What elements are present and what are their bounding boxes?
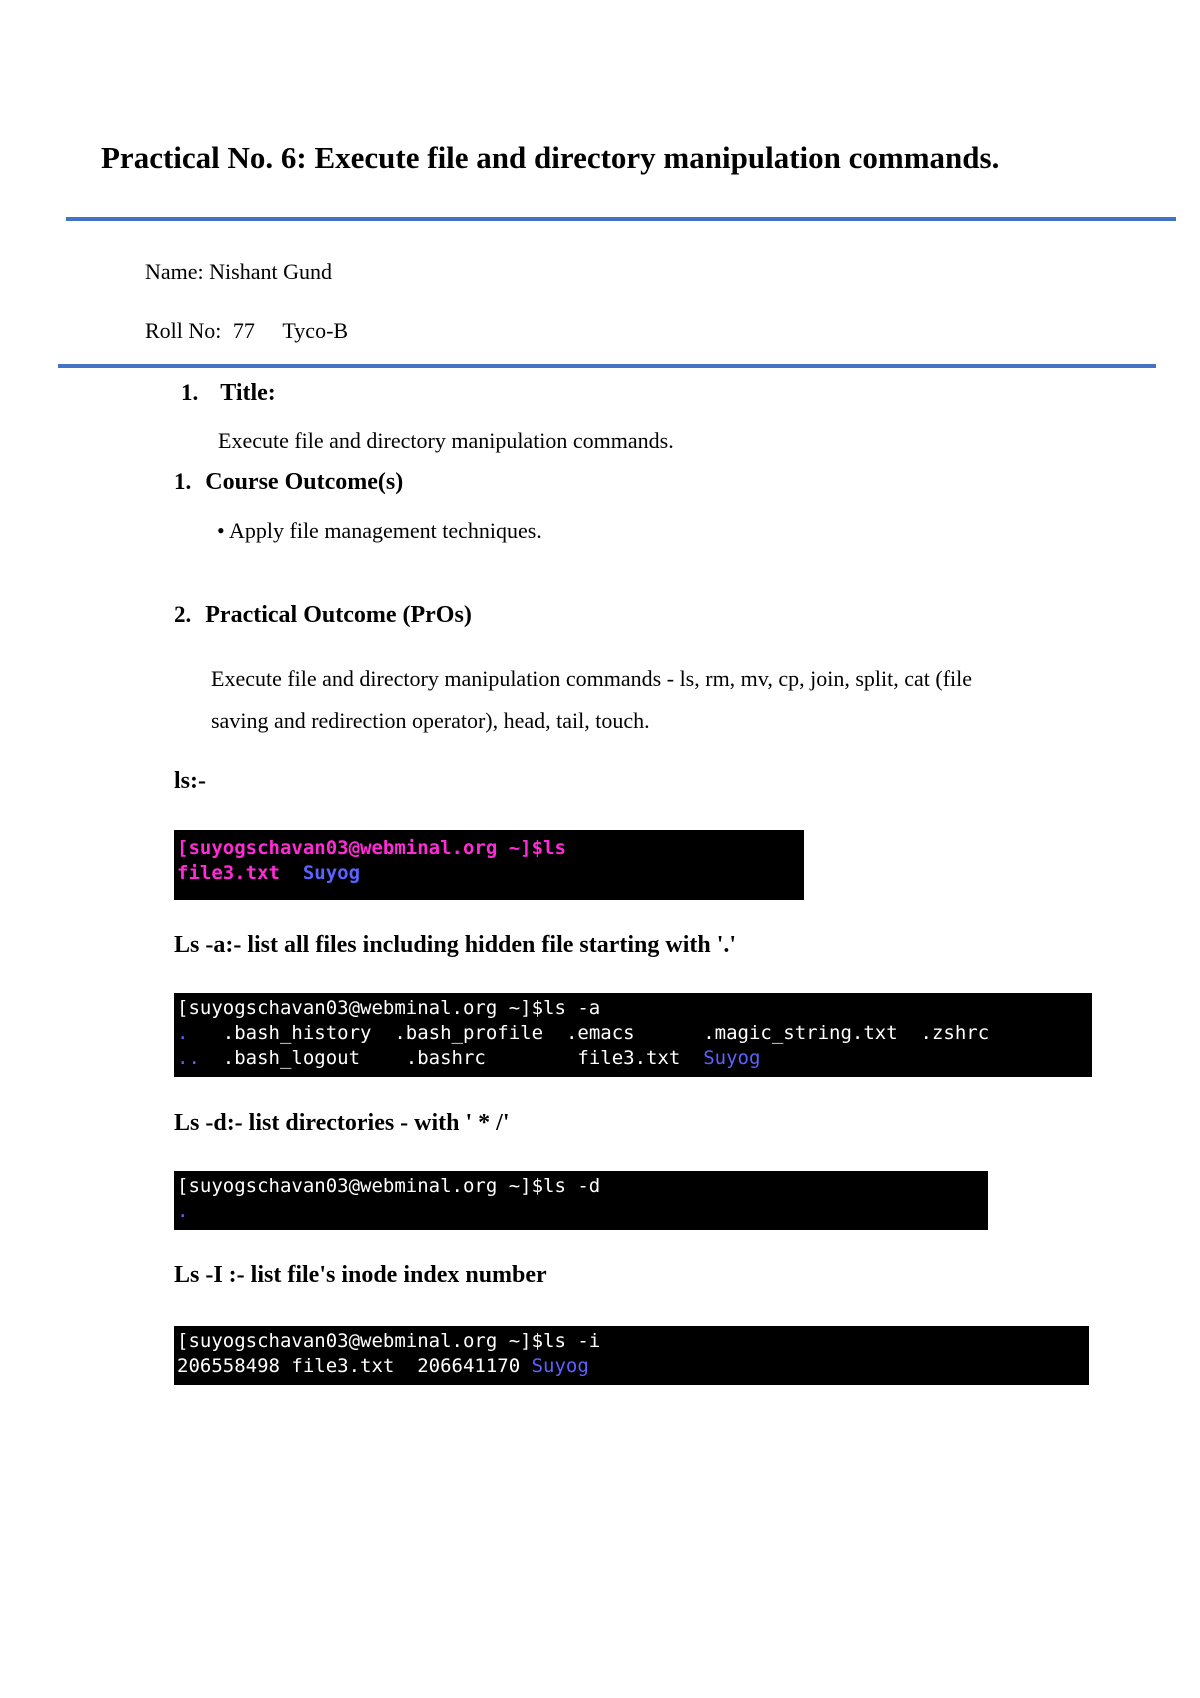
terminal-output-dot: . xyxy=(177,1022,189,1044)
roll-label: Roll No: xyxy=(145,318,222,343)
class-value: Tyco-B xyxy=(282,318,349,343)
terminal-prompt: [suyogschavan03@webminal.org ~]$ls -a xyxy=(177,997,601,1019)
terminal-output-directory: Suyog xyxy=(531,1355,589,1377)
terminal-output-directory: Suyog xyxy=(703,1047,761,1069)
ls-caption: ls:- xyxy=(174,768,206,794)
header-rule-bottom xyxy=(58,364,1156,368)
bullet: • xyxy=(217,518,225,543)
terminal-output-dotdot: .. xyxy=(177,1047,200,1069)
ls-a-terminal-screenshot xyxy=(174,993,1092,1077)
roll-line xyxy=(145,318,348,344)
practical-outcome-line-2: saving and redirection operator), head, tail, touch. xyxy=(211,708,650,733)
terminal-output-directory: Suyog xyxy=(302,862,361,884)
section-heading: Practical Outcome (PrOs) xyxy=(205,602,472,628)
terminal-output-dot: . xyxy=(177,1200,189,1222)
terminal-prompt: [suyogschavan03@webminal.org ~]$ls -d xyxy=(177,1175,601,1197)
ls-a-caption: Ls -a:- list all files including hidden file starting with '.' xyxy=(174,932,737,958)
ls-d-terminal-screenshot xyxy=(174,1171,988,1230)
section-course-outcome xyxy=(174,469,403,496)
terminal-output-file: file3.txt xyxy=(177,862,280,884)
practical-outcome-line-1: Execute file and directory manipulation commands - ls, rm, mv, cp, join, split, cat (file xyxy=(211,666,973,691)
terminal-output-line: 206558498 file3.txt 206641170 xyxy=(177,1355,532,1377)
name-value: Nishant Gund xyxy=(209,259,332,284)
section-number: 1. xyxy=(181,380,199,405)
terminal-output-row-1: .bash_history .bash_profile .emacs .magic_string.txt .zshrc xyxy=(188,1022,990,1044)
ls-i-caption: Ls -I :- list file's inode index number xyxy=(174,1262,547,1288)
ls-terminal-screenshot xyxy=(174,830,804,900)
course-outcome-item xyxy=(217,518,542,544)
course-outcome-text: Apply file management techniques. xyxy=(229,518,542,543)
section-number: 1. xyxy=(174,469,192,494)
roll-value: 77 xyxy=(232,318,255,343)
title-text: Execute file and directory manipulation commands. xyxy=(218,428,674,453)
name-line xyxy=(145,259,332,285)
ls-d-caption: Ls -d:- list directories - with ' * /' xyxy=(174,1110,510,1136)
name-label: Name: xyxy=(145,259,204,284)
terminal-prompt: [suyogschavan03@webminal.org ~]$ls xyxy=(177,837,566,859)
header-rule-top xyxy=(66,217,1176,221)
section-number: 2. xyxy=(174,602,192,627)
section-heading: Course Outcome(s) xyxy=(205,469,404,495)
section-heading: Title: xyxy=(220,380,276,406)
section-title xyxy=(181,380,276,407)
page-title: Practical No. 6: Execute file and directory manipulation commands. xyxy=(101,140,1000,175)
ls-i-terminal-screenshot xyxy=(174,1326,1089,1385)
section-practical-outcome xyxy=(174,602,472,629)
terminal-prompt: [suyogschavan03@webminal.org ~]$ls -i xyxy=(177,1330,601,1352)
terminal-output-row-2: .bash_logout .bashrc file3.txt xyxy=(199,1047,704,1069)
